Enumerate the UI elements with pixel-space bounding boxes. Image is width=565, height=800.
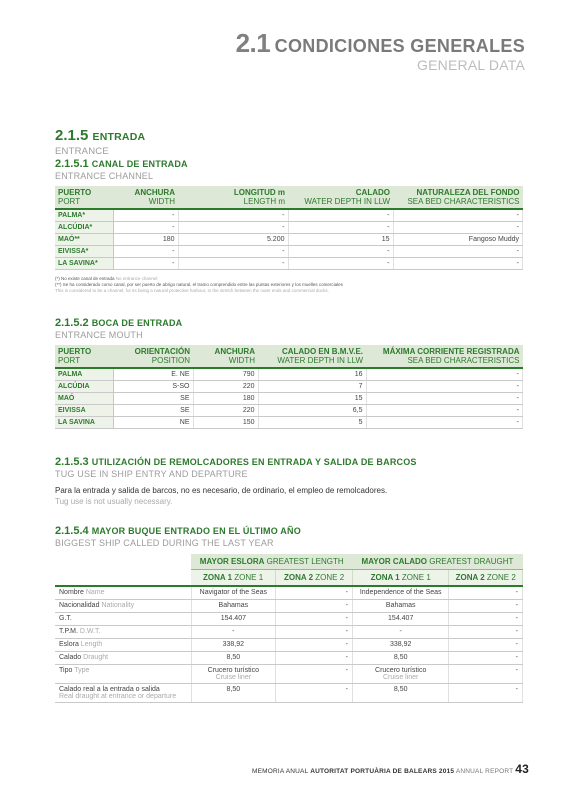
table-row: PALMA E. NE 790 16 - [55, 368, 523, 381]
chapter-number: 2.1 [235, 28, 271, 58]
column-header: LONGITUD m LENGTH m [178, 186, 288, 209]
zone-header-row [55, 570, 523, 587]
subsection-heading-boca [55, 317, 523, 329]
chapter-header [236, 28, 525, 73]
table-row: Tipo Type Crucero turístico Cruise liner - Crucero turístico Cruise liner - [55, 664, 523, 683]
table-row: Calado real a la entrada o salida Real draught at entrance or departure 8,50 - 8,50 - [55, 683, 523, 702]
subsection-number: 2.1.5.1 [55, 158, 89, 170]
column-header: ANCHURA WIDTH [113, 186, 178, 209]
chapter-title: CONDICIONES GENERALES [274, 36, 525, 56]
note-2: (**) Se ha considerado como canal, por ser puerto de abrigo natural, el tramo comprendido entre las puntas exteriores y los muelles comerciales [55, 282, 343, 287]
column-header: NATURALEZA DEL FONDO SEA BED CHARACTERISTICS [393, 186, 523, 209]
table-header-row [55, 345, 523, 368]
subsection-title-en: ENTRANCE MOUTH [55, 330, 143, 340]
section-number: 2.1.5 [55, 127, 89, 144]
group-header-length: MAYOR ESLORA GREATEST LENGTH [191, 554, 352, 570]
chapter-subtitle: GENERAL DATA [417, 57, 525, 73]
table-row: G.T. 154.407 - 154.407 - [55, 612, 523, 625]
column-header: CALADO WATER DEPTH IN LLW [288, 186, 393, 209]
zone-header: ZONA 1 ZONE 1 [191, 570, 276, 587]
table-row: T.P.M. D.W.T. - - - - [55, 625, 523, 638]
zone-header: ZONA 2 ZONE 2 [276, 570, 353, 587]
section-title-en: ENTRANCE [55, 146, 109, 157]
tug-text: Para la entrada y salida de barcos, no es necesario, de ordinario, el empleo de remolcadores. [55, 486, 388, 495]
table-row: Eslora Length 338,92 - 338,92 - [55, 638, 523, 651]
subsection-number: 2.1.5.2 [55, 317, 89, 329]
subsection-number: 2.1.5.3 [55, 456, 89, 468]
subsection-heading-remolcadores [55, 456, 523, 468]
table-row: Calado Draught 8,50 - 8,50 - [55, 651, 523, 664]
note-2-en: This is considered to be a channel, for its being a natural protective harbour, in the stretch between the outer ends and commercial docks. [55, 288, 329, 293]
column-header: MÁXIMA CORRIENTE REGISTRADA SEA BED CHARACTERISTICS [366, 345, 523, 368]
biggest-ship-table [55, 554, 523, 703]
page-number: 43 [515, 762, 529, 776]
zone-header: ZONA 2 ZONE 2 [449, 570, 523, 587]
table-row: EIVISSA SE 220 6,5 - [55, 405, 523, 417]
column-header: CALADO EN B.M.V.E. WATER DEPTH IN LLW [258, 345, 366, 368]
subsection-title-en: BIGGEST SHIP CALLED DURING THE LAST YEAR [55, 538, 274, 548]
table-row: LA SAVINA NE 150 5 - [55, 417, 523, 429]
subsection-title: BOCA DE ENTRADA [91, 318, 183, 328]
table-row: ALCÚDIA S-SO 220 7 - [55, 381, 523, 393]
table-row: LA SAVINA* - - - - [55, 258, 523, 270]
table-row: MAÓ SE 180 15 - [55, 393, 523, 405]
table-row: Nacionalidad Nationality Bahamas - Bahamas - [55, 599, 523, 612]
subsection-title: CANAL DE ENTRADA [91, 159, 188, 169]
subsection-heading-canal [55, 158, 523, 170]
page-footer [252, 762, 529, 776]
content [55, 128, 523, 703]
tug-text-en: Tug use is not usually necessary. [55, 497, 173, 506]
group-header-draught: MAYOR CALADO GREATEST DRAUGHT [352, 554, 522, 570]
subsection-title-en: ENTRANCE CHANNEL [55, 171, 154, 181]
subsection-title: UTILIZACIÓN DE REMOLCADORES EN ENTRADA Y SALIDA DE BARCOS [91, 457, 417, 467]
column-header: ANCHURA WIDTH [193, 345, 258, 368]
subsection-number: 2.1.5.4 [55, 525, 89, 537]
footer-org: AUTORITAT PORTUÀRIA DE BALEARS 2015 [310, 768, 455, 775]
subsection-title-en: TUG USE IN SHIP ENTRY AND DEPARTURE [55, 469, 248, 479]
table-row: EIVISSA* - - - - [55, 246, 523, 258]
table-notes [55, 276, 523, 294]
table-row: Nombre Name Navigator of the Seas - Independence of the Seas - [55, 586, 523, 599]
column-header: ORIENTACIÓN POSITION [113, 345, 193, 368]
entrance-mouth-table [55, 345, 523, 429]
footer-memoria: MEMORIA ANUAL [251, 768, 309, 775]
table-row: PALMA* - - - - [55, 209, 523, 222]
section-heading-entrada [55, 128, 523, 145]
column-header: PUERTO PORT [55, 186, 113, 209]
table-row: MAÓ** 180 5.200 15 Fangoso Muddy [55, 234, 523, 246]
subsection-title: MAYOR BUQUE ENTRADO EN EL ÚLTIMO AÑO [91, 526, 301, 536]
section-title: ENTRADA [92, 131, 146, 143]
footer-report: ANNUAL REPORT [455, 768, 514, 775]
subsection-heading-buque [55, 525, 523, 537]
column-header: PUERTO PORT [55, 345, 113, 368]
zone-header: ZONA 1 ZONE 1 [352, 570, 448, 587]
table-row: ALCÚDIA* - - - - [55, 222, 523, 234]
table-header-row [55, 186, 523, 209]
group-header-row [55, 554, 523, 570]
note-1: (*) No existe canal de entrada No entrance channel [55, 276, 158, 281]
entrance-channel-table [55, 186, 523, 270]
